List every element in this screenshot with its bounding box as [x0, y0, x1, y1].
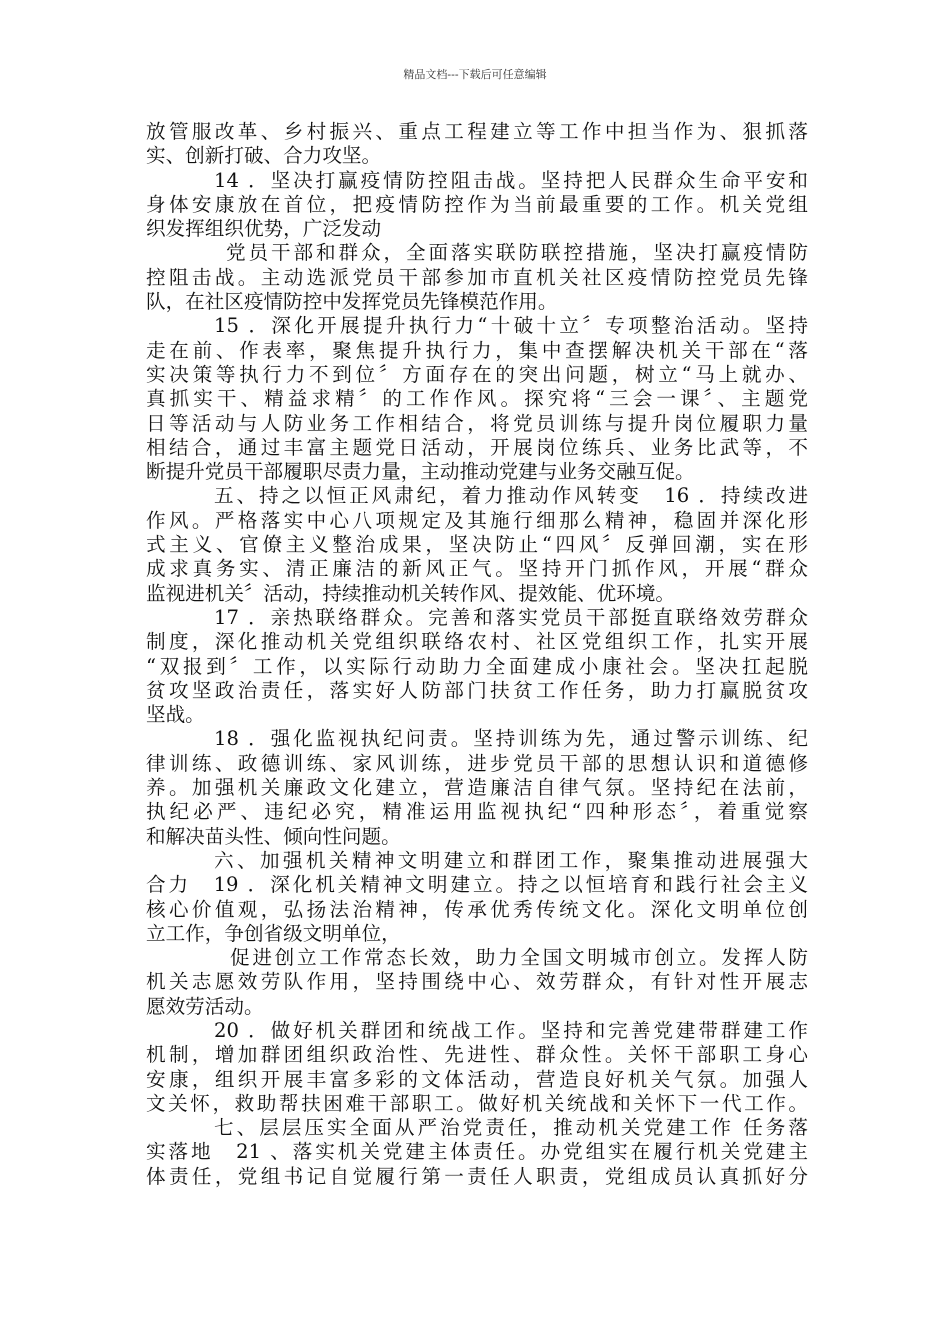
text-line: 党员干部和群众，全面落实联防联控措施，坚决打赢疫情防 [226, 241, 808, 265]
text-line: 和解决苗头性、倾向性问题。 [146, 824, 401, 848]
text-line: 20 ．做好机关群团和统战工作。坚持和完善党建带群建工作 [214, 1018, 808, 1042]
text-line: 七、层层压实全面从严治党责任，推动机关党建工作 任务落 [214, 1116, 808, 1140]
text-line: 体责任，党组书记自觉履行第一责任人职责，党组成员认真抓好分 [146, 1164, 808, 1188]
text-line: 五、持之以恒正风肃纪，着力推动作风转变 16 ．持续改进 [214, 484, 808, 508]
text-line: 文关怀，救助帮扶困难干部职工。做好机关统战和关怀下一代工作。 [146, 1091, 808, 1115]
text-line: 安康，组织开展丰富多彩的文体活动，营造良好机关气氛。加强人 [146, 1067, 808, 1091]
text-line: 真抓实干、精益求精〞的工作作风。探究将“三会一课〞、主题党 [146, 387, 808, 411]
text-line: 立工作，争创省级文明单位， [146, 921, 401, 945]
text-line: 队，在社区疫情防控中发挥党员先锋模范作用。 [146, 290, 558, 314]
page-header: 精品文档---下载后可任意编辑 [403, 68, 547, 81]
document-body [146, 120, 808, 1189]
text-line: 贫攻坚政治责任，落实好人防部门扶贫工作任务，助力打赢脱贫攻 [146, 678, 808, 702]
text-line: 日等活动与人防业务工作相结合，将党员训练与提升岗位履职力量 [146, 411, 808, 435]
text-line: “双报到〞工作，以实际行动助力全面建成小康社会。坚决扛起脱 [146, 654, 808, 678]
text-line: 14 ．坚决打赢疫情防控阻击战。坚持把人民群众生命平安和 [214, 168, 808, 192]
text-line: 放管服改革、乡村振兴、重点工程建立等工作中担当作为、狠抓落 [146, 120, 808, 143]
text-line: 18 ．强化监视执纪问责。坚持训练为先，通过警示训练、纪 [214, 727, 808, 751]
text-line: 实、创新打破、合力攻坚。 [146, 144, 382, 168]
text-line: 成求真务实、清正廉洁的新风正气。坚持开门抓作风，开展“群众 [146, 557, 808, 581]
text-line: 机制，增加群团组织政治性、先进性、群众性。关怀干部职工身心 [146, 1043, 808, 1067]
text-line: 六、加强机关精神文明建立和群团工作，聚集推动进展强大 [214, 848, 808, 872]
text-line: 执纪必严、违纪必究，精准运用监视执纪“四种形态〞，着重觉察 [146, 800, 808, 824]
text-line: 愿效劳活动。 [146, 994, 264, 1018]
text-line: 作风。严格落实中心八项规定及其施行细那么精神，稳固并深化形 [146, 508, 808, 532]
text-line: 制度，深化推动机关党组织联络农村、社区党组织工作，扎实开展 [146, 630, 808, 654]
text-line: 15 ．深化开展提升执行力“十破十立〞专项整治活动。坚持 [214, 314, 808, 338]
text-line: 17 ．亲热联络群众。完善和落实党员干部挺直联络效劳群众 [214, 605, 808, 629]
text-line: 实落地 21 、落实机关党建主体责任。办党组实在履行机关党建主 [146, 1140, 808, 1164]
text-line: 合力 19 ．深化机关精神文明建立。持之以恒培育和践行社会主义 [146, 873, 808, 897]
text-line: 控阻击战。主动选派党员干部参加市直机关社区疫情防控党员先锋 [146, 265, 808, 289]
text-line: 断提升党员干部履职尽责力量，主动推动党建与业务交融互促。 [146, 460, 695, 484]
text-line: 实决策等执行力不到位〞方面存在的突出问题，树立“马上就办、 [146, 362, 808, 386]
text-line: 养。加强机关廉政文化建立，营造廉洁自律气氛。坚持纪在法前， [146, 776, 808, 800]
text-line: 坚战。 [146, 703, 205, 727]
text-line: 机关志愿效劳队作用，坚持围绕中心、效劳群众，有针对性开展志 [146, 970, 808, 994]
text-line: 相结合，通过丰富主题党日活动，开展岗位练兵、业务比武等，不 [146, 435, 808, 459]
text-line: 身体安康放在首位，把疫情防控作为当前最重要的工作。机关党组 [146, 192, 808, 216]
text-line: 式主义、官僚主义整治成果，坚决防止“四风〞反弹回潮，实在形 [146, 533, 808, 557]
text-line: 走在前、作表率，聚焦提升执行力，集中查摆解决机关干部在“落 [146, 338, 808, 362]
text-line: 核心价值观，弘扬法治精神，传承优秀传统文化。深化文明单位创 [146, 897, 808, 921]
text-line: 促进创立工作常态长效，助力全国文明城市创立。发挥人防 [230, 946, 808, 970]
text-line: 律训练、政德训练、家风训练，进步党员干部的思想认识和道德修 [146, 751, 808, 775]
text-line: 监视进机关〞活动，持续推动机关转作风、提效能、优环境。 [146, 581, 676, 605]
text-line: 织发挥组织优势，广泛发动 [146, 217, 382, 241]
